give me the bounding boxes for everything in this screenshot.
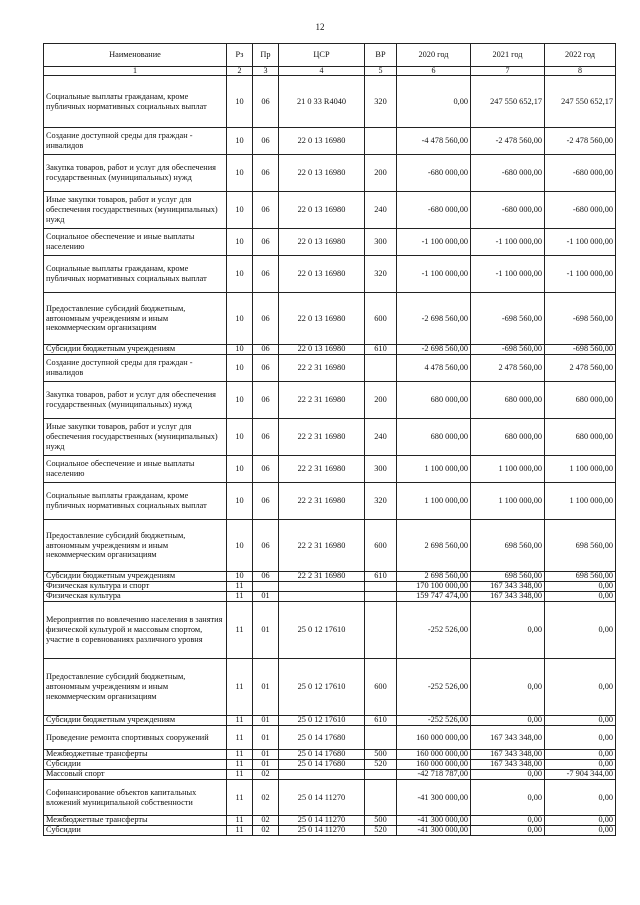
cell-rz: 10: [227, 155, 253, 192]
page-number: 12: [315, 22, 325, 32]
cell-2021: -1 100 000,00: [471, 229, 545, 256]
cell-name: Предоставление субсидий бюджетным, автономным учреждениям и иным некоммерческим организациям: [44, 293, 227, 345]
cell-2022: -680 000,00: [545, 192, 616, 229]
cell-vr: 610: [365, 572, 397, 582]
cell-vr: [365, 592, 397, 602]
cell-2020: 4 478 560,00: [397, 355, 471, 382]
cell-rz: 10: [227, 419, 253, 456]
cell-pr: 06: [253, 293, 279, 345]
table-row: [44, 520, 616, 572]
cell-2022: 0,00: [545, 602, 616, 659]
cell-pr: 02: [253, 816, 279, 826]
cell-rz: 11: [227, 659, 253, 716]
cell-csr: [279, 770, 365, 780]
cell-name: Иные закупки товаров, работ и услуг для обеспечения государственных (муниципальных) нужд: [44, 419, 227, 456]
header-pr: Пр: [253, 44, 279, 67]
cell-name: Проведение ремонта спортивных сооружений: [44, 726, 227, 750]
table-row: [44, 760, 616, 770]
cell-vr: 320: [365, 256, 397, 293]
cell-2021: 167 343 348,00: [471, 760, 545, 770]
header-2022: 2022 год: [545, 44, 616, 67]
cell-2020: -680 000,00: [397, 155, 471, 192]
cell-csr: 22 0 13 16980: [279, 256, 365, 293]
table-row: [44, 229, 616, 256]
cell-pr: 06: [253, 572, 279, 582]
cell-pr: 06: [253, 382, 279, 419]
table-row: [44, 770, 616, 780]
cell-2022: 1 100 000,00: [545, 456, 616, 483]
cell-2022: 0,00: [545, 816, 616, 826]
column-number: 6: [397, 67, 471, 76]
cell-vr: [365, 780, 397, 816]
cell-2021: 1 100 000,00: [471, 483, 545, 520]
cell-csr: 22 0 13 16980: [279, 155, 365, 192]
cell-2020: -680 000,00: [397, 192, 471, 229]
cell-2021: -698 560,00: [471, 345, 545, 355]
cell-csr: 25 0 14 17680: [279, 726, 365, 750]
cell-2022: 0,00: [545, 592, 616, 602]
cell-pr: 06: [253, 483, 279, 520]
cell-rz: 10: [227, 229, 253, 256]
cell-2020: -4 478 560,00: [397, 128, 471, 155]
cell-name: Физическая культура: [44, 592, 227, 602]
cell-pr: 01: [253, 716, 279, 726]
cell-pr: 02: [253, 826, 279, 836]
cell-vr: 320: [365, 483, 397, 520]
cell-name: Софинансирование объектов капитальных вложений муниципальной собственности: [44, 780, 227, 816]
cell-rz: 10: [227, 456, 253, 483]
cell-rz: 10: [227, 520, 253, 572]
header-2021: 2021 год: [471, 44, 545, 67]
cell-2022: 0,00: [545, 750, 616, 760]
cell-csr: 21 0 33 R4040: [279, 76, 365, 128]
cell-vr: 320: [365, 76, 397, 128]
cell-name: Социальное обеспечение и иные выплаты населению: [44, 456, 227, 483]
cell-2022: 0,00: [545, 726, 616, 750]
cell-name: Иные закупки товаров, работ и услуг для обеспечения государственных (муниципальных) нужд: [44, 192, 227, 229]
cell-pr: 01: [253, 592, 279, 602]
table-row: [44, 456, 616, 483]
cell-2021: -1 100 000,00: [471, 256, 545, 293]
cell-name: Социальные выплаты гражданам, кроме публичных нормативных социальных выплат: [44, 76, 227, 128]
cell-vr: [365, 602, 397, 659]
cell-2022: 0,00: [545, 780, 616, 816]
cell-csr: 22 2 31 16980: [279, 419, 365, 456]
cell-vr: 520: [365, 760, 397, 770]
cell-2020: -41 300 000,00: [397, 826, 471, 836]
cell-rz: 11: [227, 726, 253, 750]
cell-vr: 200: [365, 382, 397, 419]
cell-csr: [279, 582, 365, 592]
table-row: [44, 155, 616, 192]
table-row: [44, 345, 616, 355]
cell-name: Социальные выплаты гражданам, кроме публичных нормативных социальных выплат: [44, 256, 227, 293]
cell-csr: 25 0 14 11270: [279, 826, 365, 836]
cell-2022: -7 904 344,00: [545, 770, 616, 780]
column-number: 3: [253, 67, 279, 76]
cell-csr: [279, 592, 365, 602]
cell-2021: 698 560,00: [471, 520, 545, 572]
cell-name: Социальные выплаты гражданам, кроме публичных нормативных социальных выплат: [44, 483, 227, 520]
cell-2020: 159 747 474,00: [397, 592, 471, 602]
cell-vr: 500: [365, 816, 397, 826]
cell-vr: [365, 726, 397, 750]
header-csr: ЦСР: [279, 44, 365, 67]
cell-name: Физическая культура и спорт: [44, 582, 227, 592]
cell-name: Предоставление субсидий бюджетным, автономным учреждениям и иным некоммерческим организациям: [44, 520, 227, 572]
cell-name: Предоставление субсидий бюджетным, автономным учреждениям и иным некоммерческим организациям: [44, 659, 227, 716]
cell-pr: 06: [253, 456, 279, 483]
header-vr: ВР: [365, 44, 397, 67]
table-row: [44, 572, 616, 582]
cell-2021: 0,00: [471, 770, 545, 780]
cell-2021: 1 100 000,00: [471, 456, 545, 483]
cell-name: Субсидии: [44, 760, 227, 770]
cell-rz: 11: [227, 750, 253, 760]
cell-rz: 11: [227, 582, 253, 592]
cell-2022: 698 560,00: [545, 520, 616, 572]
cell-vr: [365, 582, 397, 592]
cell-csr: 22 2 31 16980: [279, 483, 365, 520]
column-numbers-row: [44, 67, 616, 76]
table-row: [44, 192, 616, 229]
cell-name: Субсидии бюджетным учреждениям: [44, 572, 227, 582]
cell-2022: -1 100 000,00: [545, 256, 616, 293]
cell-2020: -1 100 000,00: [397, 229, 471, 256]
table-row: [44, 716, 616, 726]
cell-name: Социальное обеспечение и иные выплаты населению: [44, 229, 227, 256]
cell-2020: 160 000 000,00: [397, 726, 471, 750]
cell-vr: 600: [365, 293, 397, 345]
cell-csr: 25 0 14 17680: [279, 750, 365, 760]
cell-csr: 25 0 12 17610: [279, 716, 365, 726]
cell-name: Субсидии бюджетным учреждениям: [44, 345, 227, 355]
cell-2021: -680 000,00: [471, 192, 545, 229]
cell-csr: 22 0 13 16980: [279, 128, 365, 155]
cell-2021: -2 478 560,00: [471, 128, 545, 155]
cell-vr: 300: [365, 456, 397, 483]
cell-csr: 25 0 14 11270: [279, 816, 365, 826]
cell-2020: 170 100 000,00: [397, 582, 471, 592]
cell-rz: 10: [227, 293, 253, 345]
cell-pr: 02: [253, 770, 279, 780]
cell-csr: 22 2 31 16980: [279, 355, 365, 382]
cell-2021: 167 343 348,00: [471, 750, 545, 760]
cell-rz: 10: [227, 192, 253, 229]
column-number: 7: [471, 67, 545, 76]
cell-pr: 06: [253, 229, 279, 256]
cell-csr: 25 0 14 11270: [279, 780, 365, 816]
cell-2020: -1 100 000,00: [397, 256, 471, 293]
table-body: [44, 76, 616, 836]
cell-2022: 0,00: [545, 659, 616, 716]
header-2020: 2020 год: [397, 44, 471, 67]
cell-rz: 10: [227, 128, 253, 155]
table-row: [44, 602, 616, 659]
cell-rz: 11: [227, 602, 253, 659]
column-number: 2: [227, 67, 253, 76]
cell-csr: 25 0 14 17680: [279, 760, 365, 770]
cell-2020: 1 100 000,00: [397, 456, 471, 483]
cell-2020: 160 000 000,00: [397, 760, 471, 770]
cell-2022: 680 000,00: [545, 419, 616, 456]
cell-2022: -698 560,00: [545, 345, 616, 355]
cell-2021: 0,00: [471, 716, 545, 726]
cell-csr: 22 2 31 16980: [279, 572, 365, 582]
cell-vr: 520: [365, 826, 397, 836]
cell-2021: 247 550 652,17: [471, 76, 545, 128]
cell-2022: 0,00: [545, 826, 616, 836]
cell-2020: -41 300 000,00: [397, 816, 471, 826]
cell-2022: -2 478 560,00: [545, 128, 616, 155]
cell-rz: 11: [227, 780, 253, 816]
cell-2021: 167 343 348,00: [471, 592, 545, 602]
cell-csr: 22 2 31 16980: [279, 456, 365, 483]
cell-vr: 600: [365, 659, 397, 716]
table-row: [44, 128, 616, 155]
cell-rz: 10: [227, 355, 253, 382]
cell-name: Закупка товаров, работ и услуг для обеспечения государственных (муниципальных) нужд: [44, 155, 227, 192]
cell-vr: 610: [365, 716, 397, 726]
header-rz: Рз: [227, 44, 253, 67]
cell-name: Массовый спорт: [44, 770, 227, 780]
cell-name: Мероприятия по вовлечению населения в занятия физической культурой и массовым спортом, участие в соревнованиях различного уровня: [44, 602, 227, 659]
cell-rz: 10: [227, 256, 253, 293]
cell-vr: 200: [365, 155, 397, 192]
cell-2020: 0,00: [397, 76, 471, 128]
cell-2021: 0,00: [471, 780, 545, 816]
cell-pr: 06: [253, 155, 279, 192]
column-number: 5: [365, 67, 397, 76]
cell-csr: 25 0 12 17610: [279, 659, 365, 716]
cell-2020: 2 698 560,00: [397, 572, 471, 582]
cell-vr: 610: [365, 345, 397, 355]
cell-pr: 01: [253, 602, 279, 659]
table-row: [44, 816, 616, 826]
cell-pr: 02: [253, 780, 279, 816]
cell-rz: 10: [227, 572, 253, 582]
cell-name: Субсидии: [44, 826, 227, 836]
cell-vr: 600: [365, 520, 397, 572]
cell-vr: [365, 355, 397, 382]
cell-2020: -2 698 560,00: [397, 345, 471, 355]
cell-2021: 0,00: [471, 816, 545, 826]
cell-2020: -41 300 000,00: [397, 780, 471, 816]
cell-2021: 680 000,00: [471, 382, 545, 419]
table-row: [44, 726, 616, 750]
table-row: [44, 355, 616, 382]
header-name: Наименование: [44, 44, 227, 67]
cell-2020: 680 000,00: [397, 382, 471, 419]
cell-pr: 01: [253, 760, 279, 770]
cell-name: Создание доступной среды для граждан - инвалидов: [44, 355, 227, 382]
cell-vr: 240: [365, 192, 397, 229]
cell-2022: 247 550 652,17: [545, 76, 616, 128]
cell-rz: 10: [227, 483, 253, 520]
column-number: 1: [44, 67, 227, 76]
column-number: 8: [545, 67, 616, 76]
cell-2020: 160 000 000,00: [397, 750, 471, 760]
table-row: [44, 582, 616, 592]
cell-pr: 01: [253, 726, 279, 750]
cell-rz: 11: [227, 592, 253, 602]
cell-pr: 06: [253, 520, 279, 572]
cell-2020: -252 526,00: [397, 602, 471, 659]
table-row: [44, 780, 616, 816]
cell-pr: 01: [253, 750, 279, 760]
cell-pr: 06: [253, 256, 279, 293]
table-row: [44, 76, 616, 128]
cell-rz: 11: [227, 760, 253, 770]
cell-2021: 2 478 560,00: [471, 355, 545, 382]
cell-pr: 01: [253, 659, 279, 716]
cell-2020: 1 100 000,00: [397, 483, 471, 520]
cell-2020: -252 526,00: [397, 659, 471, 716]
cell-2020: -42 718 787,00: [397, 770, 471, 780]
cell-2022: 0,00: [545, 760, 616, 770]
cell-2021: 0,00: [471, 826, 545, 836]
cell-2020: -2 698 560,00: [397, 293, 471, 345]
cell-2021: -698 560,00: [471, 293, 545, 345]
cell-2021: 167 343 348,00: [471, 726, 545, 750]
cell-name: Создание доступной среды для граждан - инвалидов: [44, 128, 227, 155]
cell-2020: 680 000,00: [397, 419, 471, 456]
table-row: [44, 382, 616, 419]
cell-vr: 240: [365, 419, 397, 456]
cell-rz: 10: [227, 76, 253, 128]
table-row: [44, 826, 616, 836]
table-row: [44, 592, 616, 602]
cell-vr: 300: [365, 229, 397, 256]
cell-rz: 11: [227, 770, 253, 780]
cell-name: Закупка товаров, работ и услуг для обеспечения государственных (муниципальных) нужд: [44, 382, 227, 419]
cell-rz: 11: [227, 716, 253, 726]
cell-csr: 22 0 13 16980: [279, 345, 365, 355]
cell-name: Межбюджетные трансферты: [44, 816, 227, 826]
cell-rz: 10: [227, 382, 253, 419]
cell-2022: 0,00: [545, 716, 616, 726]
cell-pr: 06: [253, 419, 279, 456]
cell-2022: -698 560,00: [545, 293, 616, 345]
cell-2022: 2 478 560,00: [545, 355, 616, 382]
table-row: [44, 419, 616, 456]
cell-pr: 06: [253, 345, 279, 355]
cell-csr: 22 0 13 16980: [279, 192, 365, 229]
cell-2021: -680 000,00: [471, 155, 545, 192]
cell-csr: 22 0 13 16980: [279, 229, 365, 256]
budget-table: [43, 43, 616, 836]
cell-2021: 0,00: [471, 602, 545, 659]
cell-2022: 680 000,00: [545, 382, 616, 419]
cell-pr: [253, 582, 279, 592]
cell-rz: 10: [227, 345, 253, 355]
cell-csr: 25 0 12 17610: [279, 602, 365, 659]
cell-vr: [365, 770, 397, 780]
table-row: [44, 750, 616, 760]
cell-2020: 2 698 560,00: [397, 520, 471, 572]
cell-2022: -1 100 000,00: [545, 229, 616, 256]
table-row: [44, 256, 616, 293]
column-number: 4: [279, 67, 365, 76]
cell-rz: 11: [227, 826, 253, 836]
table-row: [44, 659, 616, 716]
cell-csr: 22 0 13 16980: [279, 293, 365, 345]
cell-2021: 167 343 348,00: [471, 582, 545, 592]
cell-pr: 06: [253, 355, 279, 382]
cell-2021: 680 000,00: [471, 419, 545, 456]
cell-2021: 698 560,00: [471, 572, 545, 582]
cell-pr: 06: [253, 192, 279, 229]
table-header-row: [44, 44, 616, 67]
cell-2020: -252 526,00: [397, 716, 471, 726]
cell-vr: [365, 128, 397, 155]
cell-2022: 1 100 000,00: [545, 483, 616, 520]
cell-csr: 22 2 31 16980: [279, 382, 365, 419]
cell-2022: 0,00: [545, 582, 616, 592]
cell-2021: 0,00: [471, 659, 545, 716]
cell-rz: 11: [227, 816, 253, 826]
cell-pr: 06: [253, 128, 279, 155]
table-row: [44, 293, 616, 345]
table-row: [44, 483, 616, 520]
cell-vr: 500: [365, 750, 397, 760]
cell-name: Субсидии бюджетным учреждениям: [44, 716, 227, 726]
cell-2022: -680 000,00: [545, 155, 616, 192]
cell-pr: 06: [253, 76, 279, 128]
cell-2022: 698 560,00: [545, 572, 616, 582]
cell-csr: 22 2 31 16980: [279, 520, 365, 572]
cell-name: Межбюджетные трансферты: [44, 750, 227, 760]
